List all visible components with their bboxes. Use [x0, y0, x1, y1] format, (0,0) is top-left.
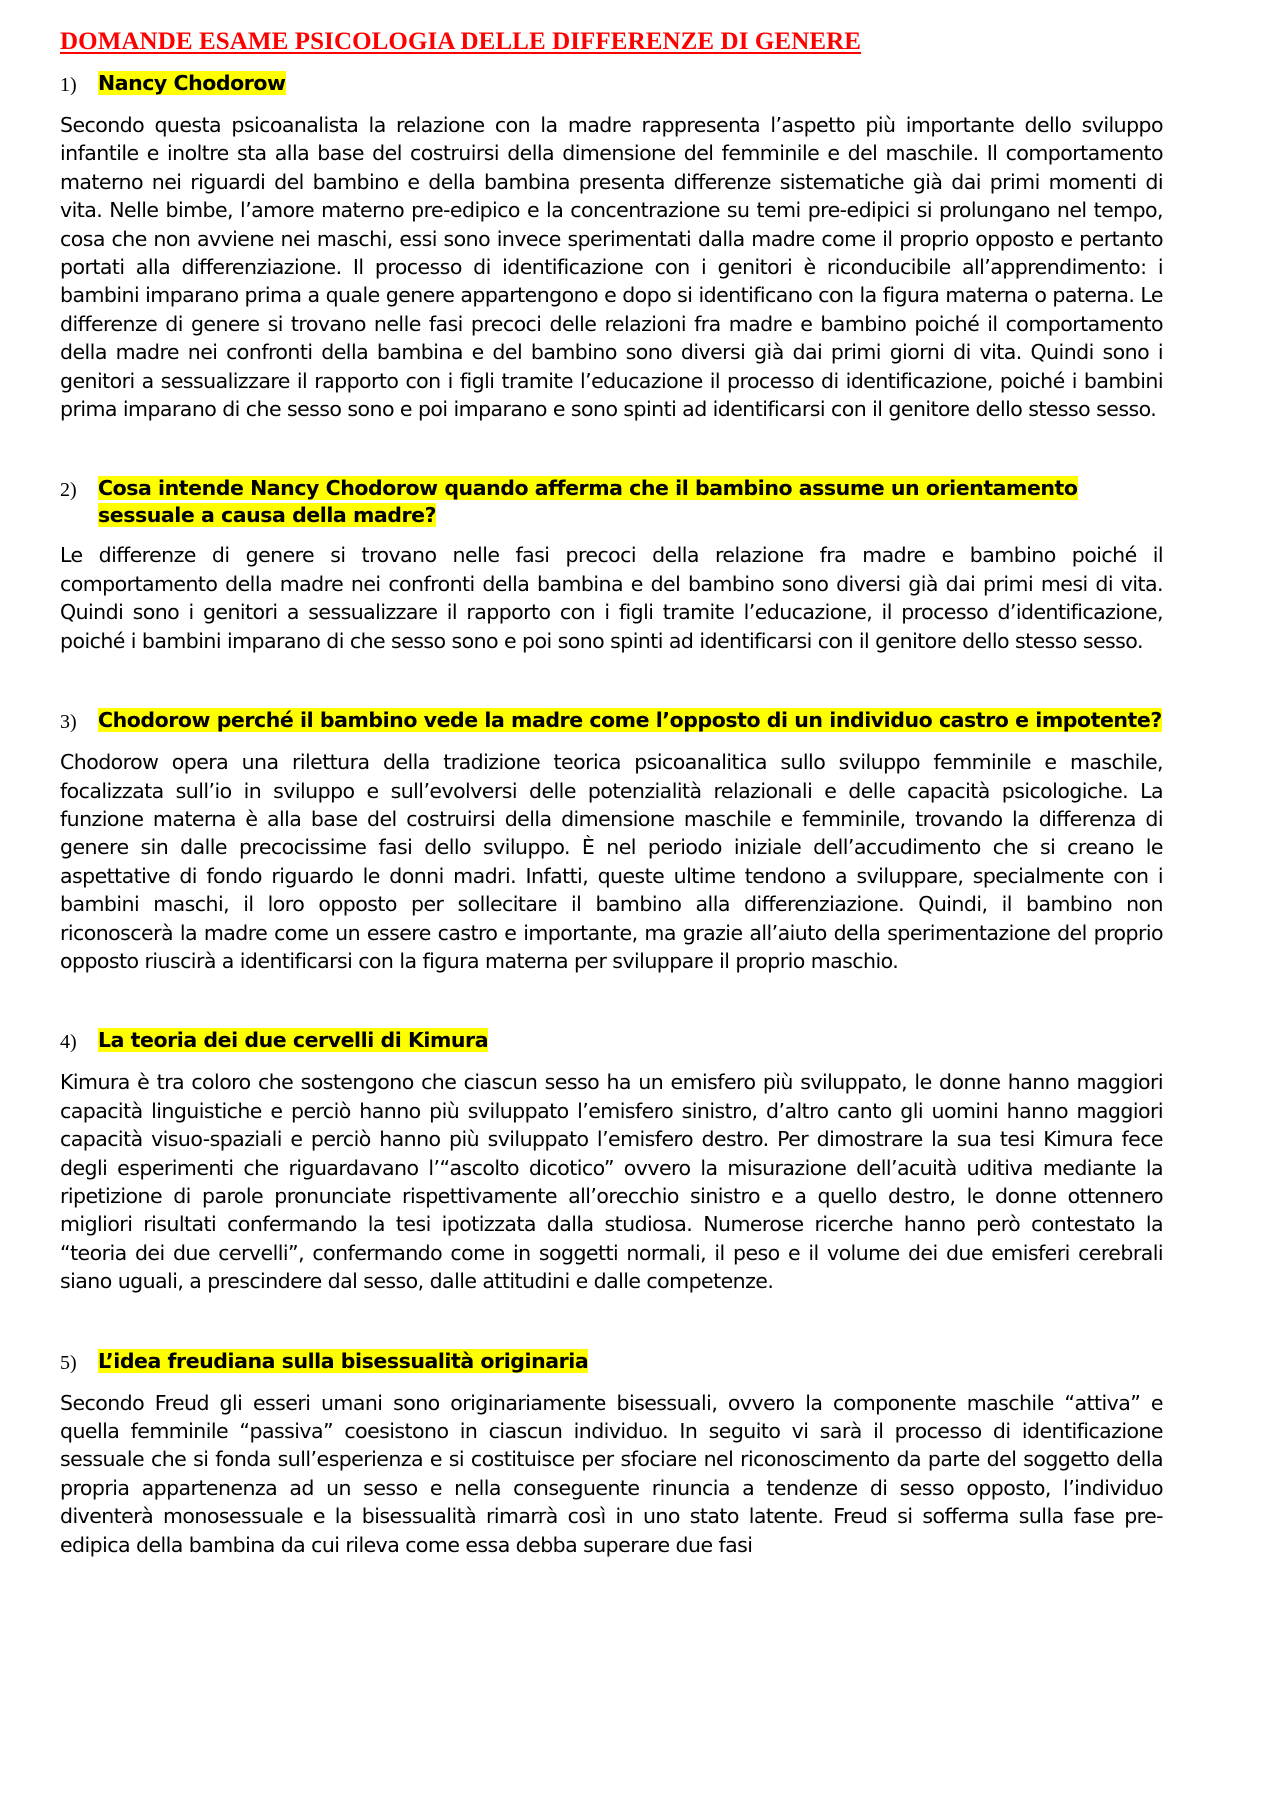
question-number: 1)	[60, 74, 77, 96]
answer-text: Secondo Freud gli esseri umani sono originariamente bisessuali, ovvero la componente maschile “attiva” e quella femminile “passiva” coesistono in ciascun individuo. In seguito vi sarà il processo di identificazione sessuale che si fonda sull’esperienza e si costituisce per sfociare nel riconoscimento da parte del soggetto della propria appartenenza ad un sesso e nella conseguente rinuncia a tendenze di sesso opposto, l’individuo diventerà monosessuale e la bisessualità rimarrà così in uno stato latente. Freud si sofferma sulla fase pre-edipica della bambina da cui rileva come essa debba superare due fasi	[60, 1390, 1163, 1557]
question-heading	[60, 70, 1163, 99]
document-title: DOMANDE ESAME PSICOLOGIA DELLE DIFFERENZE DI GENERE	[60, 28, 862, 55]
section-4	[60, 1027, 1163, 1295]
document-content	[60, 26, 1163, 1559]
section-5	[60, 1348, 1163, 1559]
question-number: 5)	[60, 1351, 77, 1374]
section-2	[60, 475, 1163, 655]
question-heading	[60, 1027, 1163, 1056]
question-title: Nancy Chodorow	[98, 71, 286, 95]
section-1	[60, 70, 1163, 423]
section-spacer	[60, 975, 1163, 1027]
question-title: Cosa intende Nancy Chodorow quando afferma che il bambino assume un orientamento sessuale a causa della madre?	[98, 476, 1078, 528]
answer-text: Le differenze di genere si trovano nelle fasi precoci della relazione fra madre e bambino poiché il comportamento della madre nei confronti della bambina e del bambino sono diversi già dai primi mesi di vita. Quindi sono i genitori a sessualizzare il rapporto con i figli tramite l’educazione, il processo d’identificazione, poiché i bambini imparano di che sesso sono e poi sono spinti ad identificarsi con il genitore dello stesso sesso.	[60, 543, 1163, 653]
question-heading	[60, 1348, 1163, 1377]
question-number: 2)	[60, 479, 77, 502]
section-spacer	[60, 655, 1163, 707]
answer-text: Chodorow opera una rilettura della tradizione teorica psicoanalitica sullo sviluppo femminile e maschile, focalizzata sull’io in sviluppo e sull’evolversi delle potenzialità relazionali e delle capacità psicologiche. La funzione materna è alla base del costruirsi della dimensione maschile e femminile, trovando la differenza di genere sin dalle precocissime fasi dello sviluppo. È nel periodo iniziale dell’accudimento che si creano le aspettative di fondo riguardo le donni madri. Infatti, queste ultime tendono a sviluppare, specialmente con i bambini maschi, il loro opposto per sollecitare il bambino alla differenziazione. Quindi, il bambino non riconoscerà la madre come un essere castro e importante, ma grazie all’aiuto della sperimentazione del proprio opposto riuscirà a identificarsi con la figura materna per sviluppare il proprio maschio.	[60, 750, 1163, 973]
question-title: L’idea freudiana sulla bisessualità originaria	[98, 1348, 589, 1373]
question-number: 3)	[60, 711, 77, 734]
question-heading	[60, 707, 1163, 736]
section-spacer	[60, 423, 1163, 475]
answer-text: Secondo questa psicoanalista la relazione con la madre rappresenta l’aspetto più importante dello sviluppo infantile e inoltre sta alla base del costruirsi della dimensione del femminile e del maschile. Il comportamento materno nei riguardi del bambino e della bambina presenta differenze sistematiche già dai primi momenti di vita. Nelle bimbe, l’amore materno pre-edipico e la concentrazione su temi pre-edipici si prolungano nel tempo, cosa che non avviene nei maschi, essi sono invece sperimentati dalla madre come il proprio opposto e pertanto portati alla differenziazione. Il processo di identificazione con i genitori è riconducibile all’apprendimento: i bambini imparano prima a quale genere appartengono e dopo si identificano con la figura materna o paterna. Le differenze di genere si trovano nelle fasi precoci delle relazioni fra madre e bambino poiché il comportamento della madre nei confronti della bambina e del bambino sono diversi già dai primi giorni di vita. Quindi sono i genitori a sessualizzare il rapporto con i figli tramite l’educazione il processo di identificazione, poiché i bambini prima imparano di che sesso sono e poi imparano e sono spinti ad identificarsi con il genitore dello stesso sesso.	[60, 113, 1163, 422]
question-heading	[60, 475, 1163, 529]
question-title: La teoria dei due cervelli di Kimura	[98, 1028, 489, 1053]
section-3	[60, 707, 1163, 975]
question-number: 4)	[60, 1031, 77, 1054]
section-spacer	[60, 1296, 1163, 1348]
answer-text: Kimura è tra coloro che sostengono che ciascun sesso ha un emisfero più sviluppato, le donne hanno maggiori capacità linguistiche e perciò hanno più sviluppato l’emisfero sinistro, d’altro canto gli uomini hanno maggiori capacità visuo-spaziali e perciò hanno più sviluppato l’emisfero destro. Per dimostrare la sua tesi Kimura fece degli esperimenti che riguardavano l’“ascolto dicotico” ovvero la misurazione dell’acuità uditiva mediante la ripetizione di parole pronunciate rispettivamente all’orecchio sinistro e a quello destro, le donne ottennero migliori risultati confermando la tesi ipotizzata dalla studiosa. Numerose ricerche hanno però contestato la “teoria dei due cervelli”, confermando come in soggetti normali, il peso e il volume dei due emisferi cerebrali siano uguali, a prescindere dal sesso, dalle attitudini e dalle competenze.	[60, 1070, 1163, 1294]
question-title: Chodorow perché il bambino vede la madre come l’opposto di un individuo castro e impotente?	[98, 708, 1162, 733]
